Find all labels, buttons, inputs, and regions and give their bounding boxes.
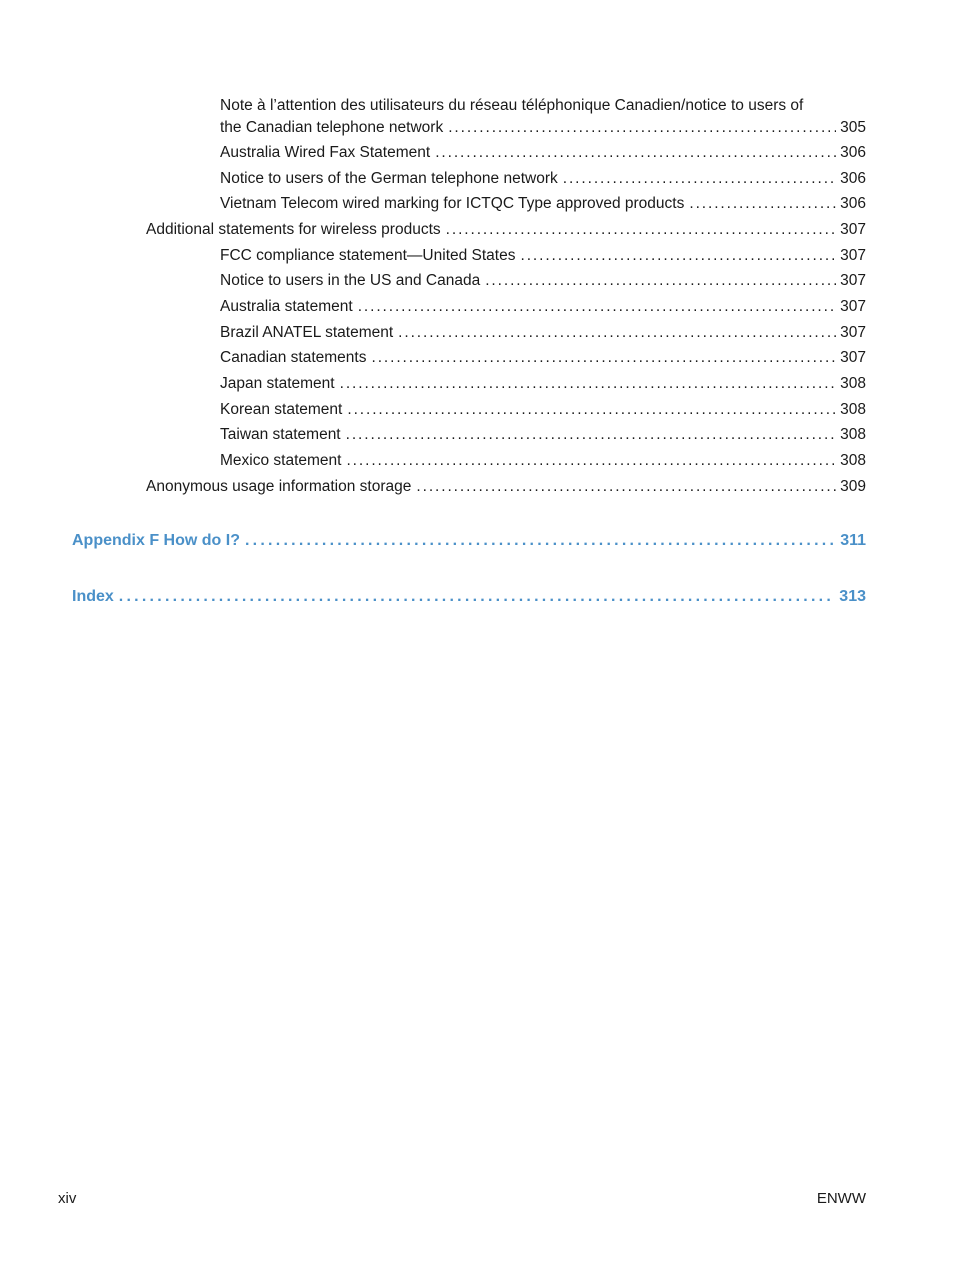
toc-entry-page: 307 bbox=[840, 298, 866, 315]
toc-entry-page: 309 bbox=[840, 478, 866, 495]
toc-entry[interactable] bbox=[220, 348, 866, 368]
dot-leader bbox=[347, 400, 836, 420]
toc-entry[interactable] bbox=[146, 477, 866, 497]
toc-entry-title: Australia Wired Fax Statement bbox=[220, 144, 431, 161]
footer-page-number: xiv bbox=[58, 1190, 77, 1207]
dot-leader bbox=[485, 271, 836, 291]
toc-entry[interactable] bbox=[220, 246, 866, 266]
toc-entry-page: 307 bbox=[840, 247, 866, 264]
dot-leader bbox=[371, 348, 836, 368]
dot-leader bbox=[346, 451, 836, 471]
toc-entry-page: 307 bbox=[840, 324, 866, 341]
toc-entry-page: 306 bbox=[840, 144, 866, 161]
toc-entry[interactable] bbox=[220, 194, 866, 214]
toc-entry-page: 306 bbox=[840, 170, 866, 187]
dot-leader bbox=[119, 587, 836, 607]
toc-chapter-title: Index bbox=[72, 588, 114, 605]
toc-entry[interactable] bbox=[220, 374, 866, 394]
footer-doc-code: ENWW bbox=[816, 1190, 866, 1207]
toc-entry-title: Taiwan statement bbox=[220, 426, 341, 443]
toc-entry-page: 305 bbox=[840, 119, 866, 136]
toc-entry-title: Mexico statement bbox=[220, 452, 342, 469]
toc-entry-title: Korean statement bbox=[220, 401, 343, 418]
dot-leader bbox=[520, 246, 836, 266]
toc-entry[interactable] bbox=[220, 169, 866, 189]
toc-entry-page: 308 bbox=[840, 375, 866, 392]
toc-entry[interactable] bbox=[220, 323, 866, 343]
dot-leader bbox=[416, 477, 836, 497]
toc-entry-title: Australia statement bbox=[220, 298, 353, 315]
dot-leader bbox=[448, 118, 836, 138]
toc-entry-title: Notice to users in the US and Canada bbox=[220, 272, 481, 289]
dot-leader bbox=[398, 323, 836, 343]
toc-entry-title: Japan statement bbox=[220, 375, 335, 392]
dot-leader bbox=[358, 297, 836, 317]
toc-entry-title: Anonymous usage information storage bbox=[146, 478, 412, 495]
toc-entry-page: 308 bbox=[840, 452, 866, 469]
dot-leader bbox=[245, 531, 836, 551]
toc-entry[interactable] bbox=[220, 271, 866, 291]
dot-leader bbox=[435, 143, 836, 163]
toc-chapter-title: Appendix F How do I? bbox=[72, 532, 240, 549]
toc-entry-title: Brazil ANATEL statement bbox=[220, 324, 394, 341]
toc-entry-page: 306 bbox=[840, 195, 866, 212]
toc-entry-title: Notice to users of the German telephone network bbox=[220, 170, 558, 187]
dot-leader bbox=[340, 374, 837, 394]
toc-entry-title: Vietnam Telecom wired marking for ICTQC Type approved products bbox=[220, 195, 685, 212]
toc-entry[interactable] bbox=[220, 118, 866, 138]
toc-entry-page: 308 bbox=[840, 401, 866, 418]
toc-entry[interactable] bbox=[220, 143, 866, 163]
toc-chapter-page: 311 bbox=[840, 532, 866, 549]
toc-entry-title: Canadian statements bbox=[220, 349, 367, 366]
toc-entry[interactable] bbox=[220, 425, 866, 445]
toc-entry-page: 307 bbox=[840, 221, 866, 238]
toc-entry-page: 307 bbox=[840, 272, 866, 289]
toc-entry-title: FCC compliance statement—United States bbox=[220, 247, 516, 264]
toc-entry[interactable] bbox=[146, 220, 866, 240]
toc-entry[interactable] bbox=[220, 400, 866, 420]
toc-entry-title: Additional statements for wireless products bbox=[146, 221, 441, 238]
toc-entry-page: 308 bbox=[840, 426, 866, 443]
toc-entry-title: the Canadian telephone network bbox=[220, 119, 444, 136]
toc-entry[interactable] bbox=[220, 297, 866, 317]
toc-chapter-page: 313 bbox=[839, 588, 866, 605]
toc-chapter-appendix-f[interactable] bbox=[72, 531, 866, 551]
toc-entry-title-line: Note à l’attention des utilisateurs du réseau téléphonique Canadien/notice to users of bbox=[220, 97, 804, 114]
dot-leader bbox=[346, 425, 837, 445]
dot-leader bbox=[446, 220, 836, 240]
toc-entry-page: 307 bbox=[840, 349, 866, 366]
dot-leader bbox=[563, 169, 836, 189]
dot-leader bbox=[689, 194, 836, 214]
toc-chapter-index[interactable] bbox=[72, 587, 866, 607]
toc-entry[interactable] bbox=[220, 451, 866, 471]
